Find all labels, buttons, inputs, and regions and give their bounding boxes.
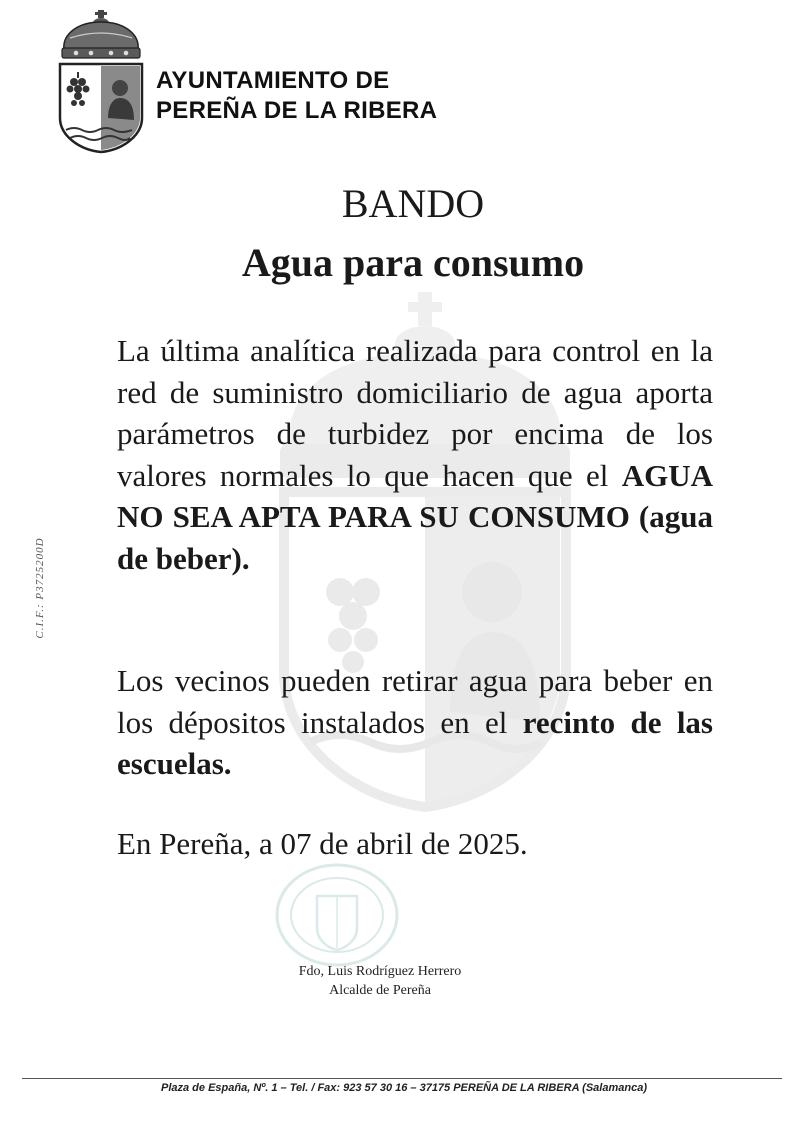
paragraph-2-text: Los vecinos pueden retirar agua para beber en los dépositos instalados en el [117,663,713,740]
dateline: En Pereña, a 07 de abril de 2025. [117,826,528,861]
organization-name [156,66,437,126]
notice-paragraph-1 [117,330,713,580]
coat-of-arms-icon [56,8,146,154]
org-line-1: AYUNTAMIENTO DE [156,67,390,94]
paragraph-1-bold: AGUA NO SEA APTA PARA SU CONSUMO (agua de beber). [117,457,713,576]
document-subtitle: Agua para consumo [241,240,585,285]
footer-address: Plaza de España, Nº. 1 – Tel. / Fax: 923 57 30 16 – 37175 PEREÑA DE LA RIBERA (Salamanca) [161,1082,647,1094]
signature-block [0,962,760,1000]
paragraph-2-bold: recinto de las escuelas. [117,704,713,782]
org-line-2: PEREÑA DE LA RIBERA [156,97,438,124]
signer-name: Fdo, Luis Rodríguez Herrero [298,964,462,979]
footer-divider [22,1078,782,1079]
paragraph-1-text: La última analítica realizada para control en la red de suministro domiciliario de agua aporta parámetros de turbidez por encima de los valores normales lo que hacen que el [117,333,713,493]
signer-role: Alcalde de Pereña [329,983,431,998]
notice-paragraph-2 [117,660,713,785]
document-title: BANDO [341,181,485,226]
official-seal-stamp [272,860,402,970]
tax-id-vertical: C.I.F.: P3725200D [34,537,46,639]
